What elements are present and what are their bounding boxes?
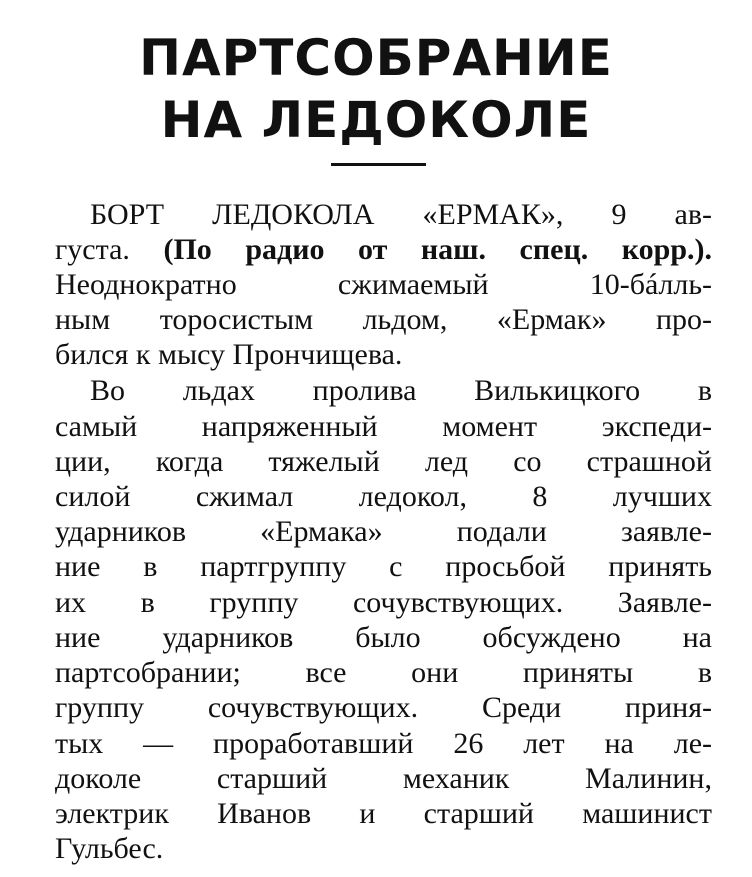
text-line: доколе старший механик Малинин, xyxy=(55,762,712,795)
text-line: ние в партгруппу с просьбой принять xyxy=(55,550,712,583)
text-line: партсобрании; все они приняты в xyxy=(55,656,712,689)
text-line: силой сжимал ледокол, 8 лучших xyxy=(55,480,712,513)
text-line: ударников «Ермака» подали заявле- xyxy=(55,515,712,548)
text-line: электрик Иванов и старший машинист xyxy=(55,797,712,830)
text-line: Гульбес. xyxy=(55,832,164,865)
dateline-source: (По радио от наш. спец. корр.). xyxy=(163,233,713,266)
dateline-date-end: густа. xyxy=(55,233,130,266)
text-line: самый напряженный момент экспеди- xyxy=(55,410,712,443)
text-line: группу сочувствующих. Среди приня- xyxy=(55,691,712,724)
dateline-continuation xyxy=(55,232,712,267)
text-line: тых — проработавший 26 лет на ле- xyxy=(55,727,712,760)
dateline: БОРТ ЛЕДОКОЛА «ЕРМАК», 9 ав- xyxy=(90,198,712,231)
text-line: их в группу сочувствующих. Заявле- xyxy=(55,586,712,619)
text-line: бился к мысу Прончищева. xyxy=(55,338,403,371)
text-line: Неоднократно сжимаемый 10-бáлль- xyxy=(55,268,712,301)
headline-divider xyxy=(331,163,426,166)
text-line: Во льдах пролива Вилькицкого в xyxy=(90,374,712,407)
text-line: ние ударников было обсуждено на xyxy=(55,621,712,654)
headline-line-2: НА ЛЕДОКОЛЕ xyxy=(160,91,592,149)
text-line: ции, когда тяжелый лед со страшной xyxy=(55,445,712,478)
headline-line-1: ПАРТСОБРАНИЕ xyxy=(139,29,613,87)
text-line: ным торосистым льдом, «Ермак» про- xyxy=(55,303,712,336)
